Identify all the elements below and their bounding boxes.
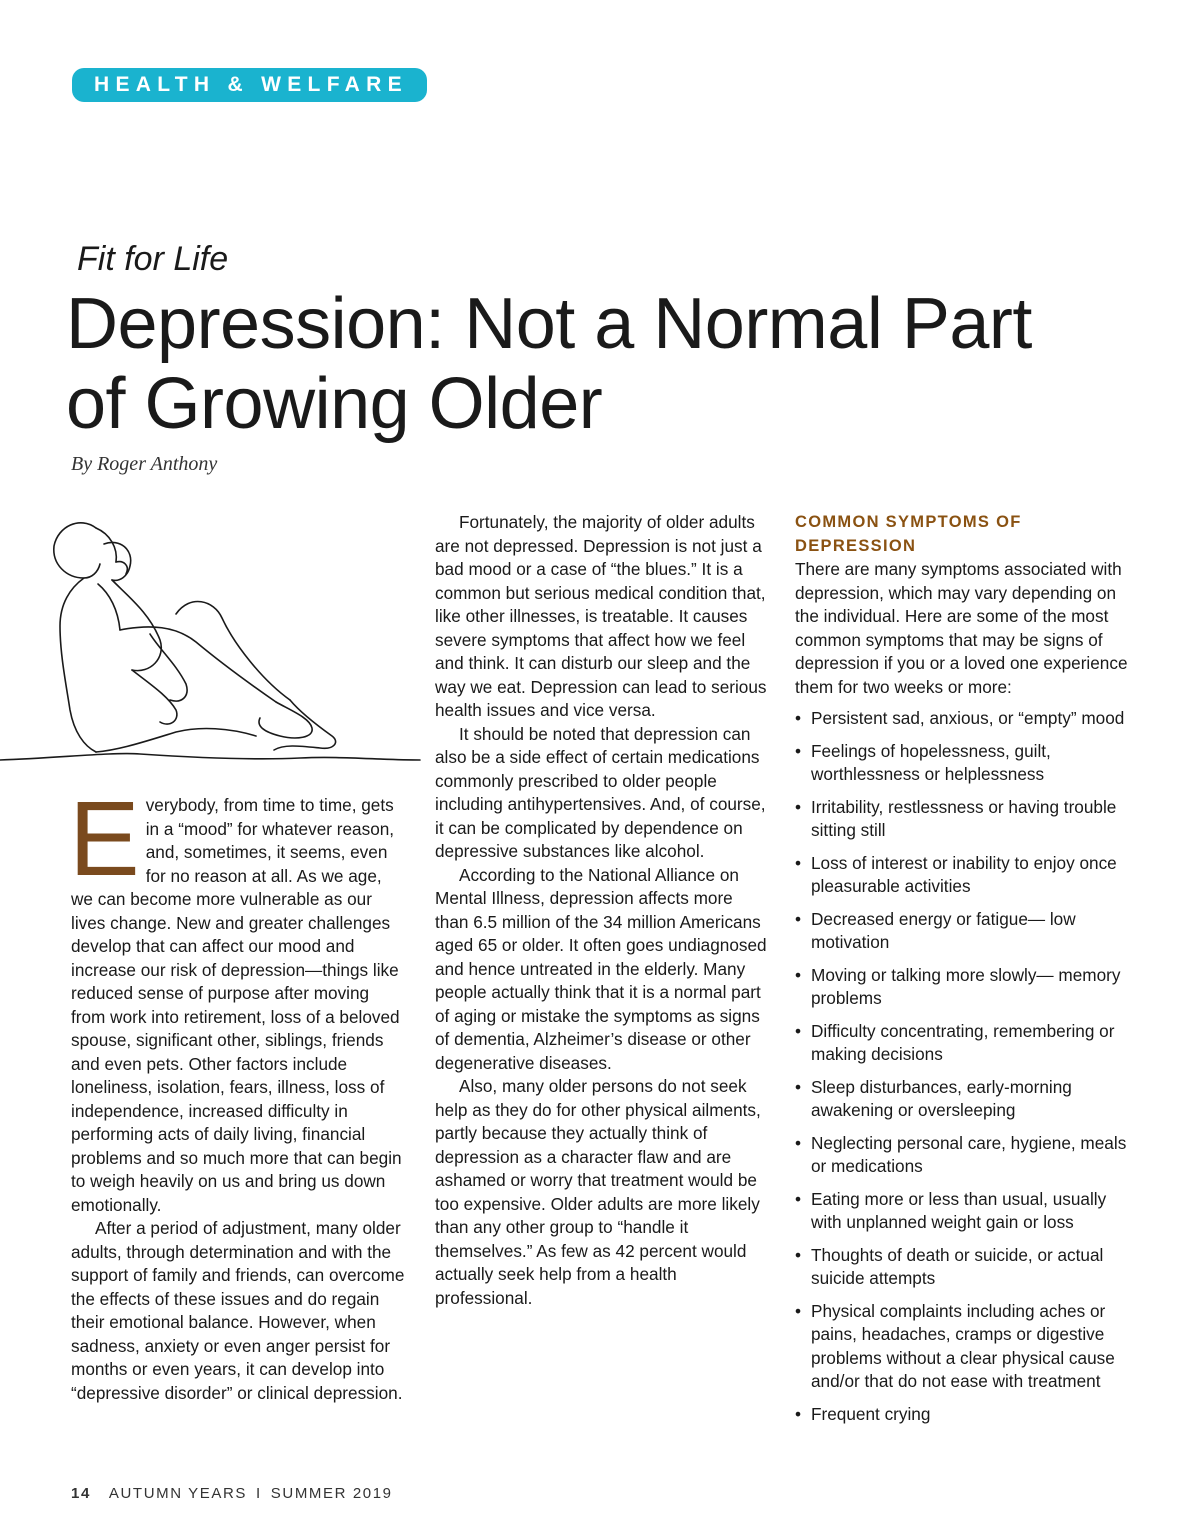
nami-statistics-paragraph: According to the National Alliance on Mental Illness, depression affects more than 6.5 million of the 34 million Americans aged 65 or older. It often goes undiagnosed and hence untreated in the elderly. Many people actually think that it is a normal part of aging or mistake the symptoms as signs of dementia, Alzheimer’s disease or other degenerative diseases. <box>435 864 767 1073</box>
bullet-icon: • <box>795 1244 802 1265</box>
publication-name: AUTUMN YEARS <box>108 1485 247 1502</box>
sitting-person-line-art <box>0 514 430 774</box>
bullet-icon: • <box>795 964 802 985</box>
bullet-icon: • <box>795 1020 802 1041</box>
symptoms-heading: COMMON SYMPTOMS OF DEPRESSION <box>795 513 1022 555</box>
symptom-text: Neglecting personal care, hygiene, meals or medications <box>811 1132 1127 1176</box>
drop-cap: E <box>69 780 140 898</box>
kicker: Fit for Life <box>77 240 229 278</box>
majority-paragraph: Fortunately, the majority of older adults are not depressed. Depression is not just a bad mood or a case of “the blues.” It is a common but serious medical condition that, like other illnesses, is treatable. It causes severe symptoms that affect how we feel and think. It can disturb our sleep and the way we eat. Depression can lead to serious health issues and vice versa. <box>435 512 767 720</box>
bullet-icon: • <box>795 908 802 929</box>
footer-separator: I <box>256 1485 262 1502</box>
symptom-item <box>795 740 1130 787</box>
side-effect-paragraph: It should be noted that depression can also be a side effect of certain medications commonly prescribed to older people including antihypertensives. And, of course, it can be complicated by dependence on depressive substances like alcohol. <box>435 723 766 861</box>
adjustment-paragraph: After a period of adjustment, many older adults, through determination and with the support of family and friends, can overcome the effects of these issues and do regain their emotional balance. However, when sadness, anxiety or even anger persist for months or even years, it can develop into “depressive disorder” or clinical depression. <box>71 1218 405 1403</box>
symptom-text: Difficulty concentrating, remembering or making decisions <box>811 1020 1115 1064</box>
symptom-text: Decreased energy or fatigue— low motivation <box>811 908 1076 952</box>
symptom-item <box>795 1300 1130 1394</box>
symptom-item <box>795 1076 1130 1123</box>
symptom-item <box>795 1132 1130 1179</box>
symptom-text: Feelings of hopelessness, guilt, worthlessness or helplessness <box>811 740 1051 784</box>
bullet-icon: • <box>795 708 802 728</box>
symptom-item <box>795 964 1130 1011</box>
symptom-list <box>795 707 1130 1426</box>
page-footer <box>71 1485 393 1502</box>
symptom-item <box>795 796 1130 843</box>
issue-date: SUMMER 2019 <box>270 1485 393 1502</box>
article-column-1 <box>69 780 406 1405</box>
symptom-text: Persistent sad, anxious, or “empty” mood <box>811 708 1125 728</box>
page-number: 14 <box>71 1485 91 1502</box>
symptom-item <box>795 707 1130 731</box>
symptom-text: Frequent crying <box>811 1403 931 1424</box>
seeking-help-paragraph: Also, many older persons do not seek help as they do for other physical ailments, partly because they actually think of depression as a character flaw and are ashamed or worry that treatment would be too expensive. Older adults are more likely than any other group to “handle it themselves.” As few as 42 percent would actually seek help from a health professional. <box>435 1076 761 1308</box>
symptom-text: Physical complaints including aches or pains, headaches, cramps or digestive problems without a clear physical cause and/or that do not ease with treatment <box>811 1300 1115 1391</box>
section-tag: HEALTH & WELFARE <box>72 68 427 102</box>
intro-paragraph <box>69 780 406 1217</box>
intro-paragraph-text: verybody, from time to time, gets in a “mood” for whatever reason, and, sometimes, it seems, even for no reason at all. As we age, we can become more vulnerable as our lives change. New and greater challenges develop that can affect our mood and increase our risk of depression—things like reduced sense of purpose after moving from work into retirement, loss of a beloved spouse, significant other, siblings, friends and even pets. Other factors include loneliness, isolation, fears, illness, loss of independence, increased difficulty in performing acts of daily living, financial problems and so much more that can begin to weigh heavily on us and bring us down emotionally. <box>71 795 402 1215</box>
symptom-text: Eating more or less than usual, usually with unplanned weight gain or loss <box>811 1188 1107 1232</box>
symptom-item <box>795 1244 1130 1291</box>
symptom-text: Thoughts of death or suicide, or actual suicide attempts <box>811 1244 1104 1288</box>
headline-line-1: Depression: Not a Normal Part <box>66 284 1032 364</box>
bullet-icon: • <box>795 796 802 817</box>
symptom-text: Sleep disturbances, early-morning awakening or oversleeping <box>811 1076 1072 1120</box>
symptom-item <box>795 908 1130 955</box>
bullet-icon: • <box>795 1132 802 1153</box>
bullet-icon: • <box>795 852 802 873</box>
symptom-item <box>795 1188 1130 1235</box>
symptoms-sidebar <box>795 511 1130 1435</box>
bullet-icon: • <box>795 1300 802 1321</box>
symptom-item <box>795 1403 1130 1427</box>
bullet-icon: • <box>795 1188 802 1209</box>
headline-line-2: of Growing Older <box>66 364 603 444</box>
symptom-item <box>795 1020 1130 1067</box>
article-column-2 <box>435 511 770 1310</box>
bullet-icon: • <box>795 740 802 761</box>
symptom-text: Moving or talking more slowly— memory problems <box>811 964 1121 1008</box>
symptoms-intro: There are many symptoms associated with depression, which may vary depending on the individual. Here are some of the most common symptoms that may be signs of depression if you or a loved one experience them for two weeks or more: <box>795 559 1128 697</box>
symptom-text: Loss of interest or inability to enjoy once pleasurable activities <box>811 852 1117 896</box>
headline <box>66 284 1032 444</box>
bullet-icon: • <box>795 1403 802 1424</box>
byline: By Roger Anthony <box>71 453 218 475</box>
bullet-icon: • <box>795 1076 802 1097</box>
symptom-text: Irritability, restlessness or having trouble sitting still <box>811 796 1117 840</box>
symptom-item <box>795 852 1130 899</box>
